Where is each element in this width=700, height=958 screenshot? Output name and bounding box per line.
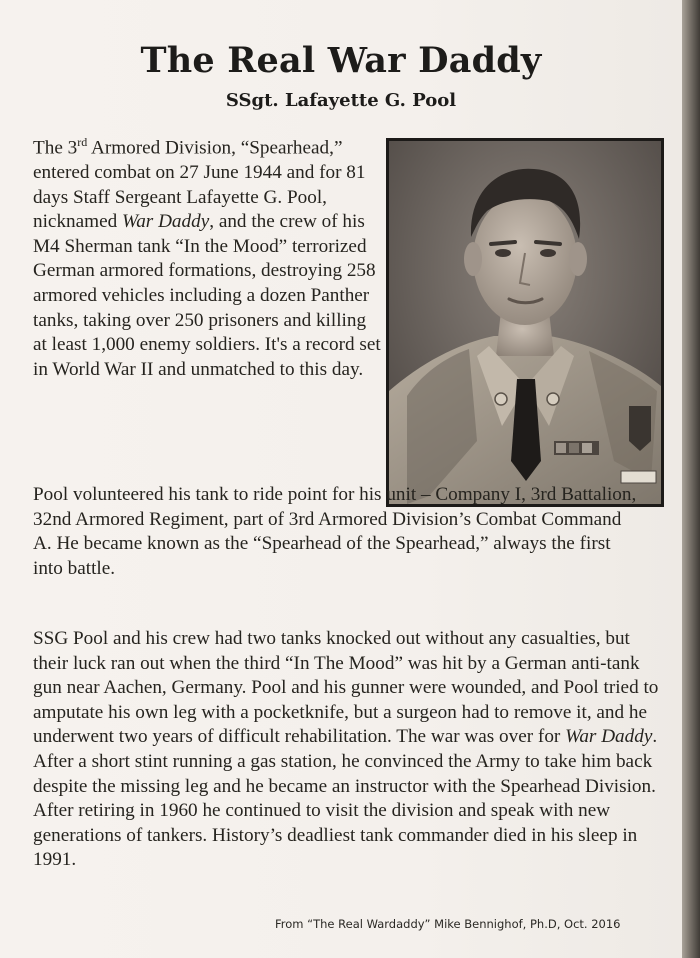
portrait-image: [389, 141, 661, 504]
paragraph-unit: Pool volunteered his tank to ride point for his unit – Company I, 3rd Battalion, 32nd Armored Regiment, part of 3rd Armored Division’s Combat Command A. He became known as the “Spearhead of the Spearhead,” always the first into battle.: [33, 484, 637, 579]
paragraph-intro-text-1: The 3: [33, 137, 78, 159]
paragraph-aftermath-text-2: . After a short stint running a gas station, he convinced the Army to take him back despite the missing leg and he became an instructor with the Spearhead Division. After retiring in 1960 he continued to visit the division and speak with new generations of tankers. History’s deadliest tank commander died in his sleep in 1991.: [33, 726, 658, 871]
page-title: The Real War Daddy: [140, 40, 542, 81]
paragraph-intro-text-2: Armored Division, “Spearhead,” entered combat on 27 June 1944 and for 81 days Staff Sergeant Lafayette G. Pool, nicknamed: [33, 137, 366, 233]
panel-edge-shadow: [682, 0, 700, 958]
paragraph-aftermath-text-1: SSG Pool and his crew had two tanks knocked out without any casualties, but their luck ran out when the third “In The Mood” was hit by a German anti-tank gun near Aachen, Germany. Pool and his gunner were wounded, and Pool tried to amputate his own leg with a pocketknife, but a surgeon had to remove it, and he underwent two years of difficult rehabilitation. The war was over for: [33, 628, 659, 748]
page-subtitle: SSgt. Lafayette G. Pool: [225, 90, 457, 111]
ordinal-suffix: rd: [77, 135, 88, 149]
nickname-emphasis-2: War Daddy: [565, 726, 653, 748]
source-credit: From “The Real Wardaddy” Mike Bennighof, Ph.D, Oct. 2016: [275, 917, 621, 931]
paragraph-intro: [33, 130, 383, 382]
nickname-emphasis: War Daddy: [121, 211, 210, 233]
paragraph-aftermath: [33, 627, 663, 873]
paragraph-intro-text-3: , and the crew of his M4 Sherman tank “In the Mood” terrorized German armored formations, destroying 258 armored vehicles including a dozen Panther tanks, taking over 250 prisoners and killing at least 1,000 enemy soldiers. It's a record set in World War II and unmatched to this day.: [33, 211, 381, 380]
portrait-photo: [386, 138, 664, 507]
